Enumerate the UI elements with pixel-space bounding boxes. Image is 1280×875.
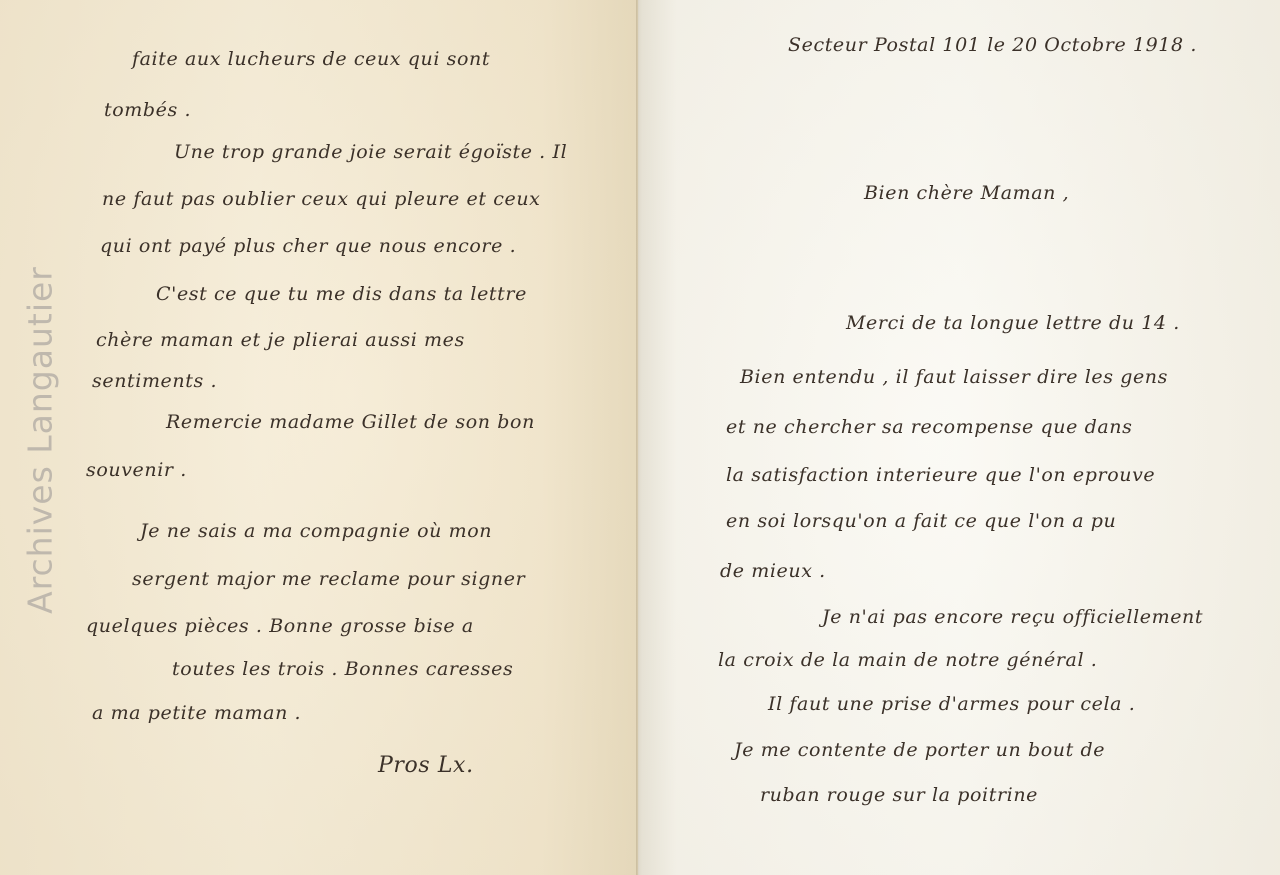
handwritten-line: C'est ce que tu me dis dans ta lettre: [156, 283, 527, 305]
letter-dateline: Secteur Postal 101 le 20 Octobre 1918 .: [788, 34, 1197, 56]
handwritten-line: Merci de ta longue lettre du 14 .: [846, 312, 1180, 334]
handwritten-line: Je n'ai pas encore reçu officiellement: [822, 606, 1204, 628]
letter-salutation: Bien chère Maman ,: [864, 182, 1070, 204]
handwritten-line: chère maman et je plierai aussi mes: [96, 329, 465, 351]
handwritten-line: qui ont payé plus cher que nous encore .: [100, 235, 517, 257]
handwritten-line: la croix de la main de notre général .: [718, 649, 1098, 671]
handwritten-line: ruban rouge sur la poitrine: [760, 784, 1038, 806]
handwritten-line: sentiments .: [92, 370, 218, 392]
archive-watermark: Archives Langautier: [20, 266, 60, 614]
handwritten-line: en soi lorsqu'on a fait ce que l'on a pu: [726, 510, 1117, 532]
handwritten-line: la satisfaction interieure que l'on eprouve: [726, 464, 1156, 486]
handwritten-line: Il faut une prise d'armes pour cela .: [768, 693, 1136, 715]
handwritten-line: faite aux lucheurs de ceux qui sont: [132, 48, 491, 70]
handwritten-line: sergent major me reclame pour signer: [132, 568, 526, 590]
handwritten-line: a ma petite maman .: [92, 702, 302, 724]
page-fold: [636, 0, 642, 875]
handwritten-line: quelques pièces . Bonne grosse bise a: [86, 615, 474, 637]
handwritten-line: Je ne sais a ma compagnie où mon: [140, 520, 493, 542]
handwritten-line: Une trop grande joie serait égoïste . Il: [174, 141, 568, 163]
handwritten-line: Bien entendu , il faut laisser dire les gens: [740, 366, 1168, 388]
handwritten-line: tombés .: [104, 99, 192, 121]
letter-page-right: [638, 0, 1280, 875]
handwritten-line: souvenir .: [86, 459, 187, 481]
handwritten-line: toutes les trois . Bonnes caresses: [172, 658, 514, 680]
handwritten-line: et ne chercher sa recompense que dans: [726, 416, 1133, 438]
letter-page-left: [0, 0, 638, 875]
handwritten-line: Remercie madame Gillet de son bon: [166, 411, 535, 433]
handwritten-line: de mieux .: [720, 560, 826, 582]
handwritten-line: ne faut pas oublier ceux qui pleure et ceux: [102, 188, 541, 210]
handwritten-line: Je me contente de porter un bout de: [734, 739, 1106, 761]
signature: Pros Lx.: [378, 753, 474, 778]
